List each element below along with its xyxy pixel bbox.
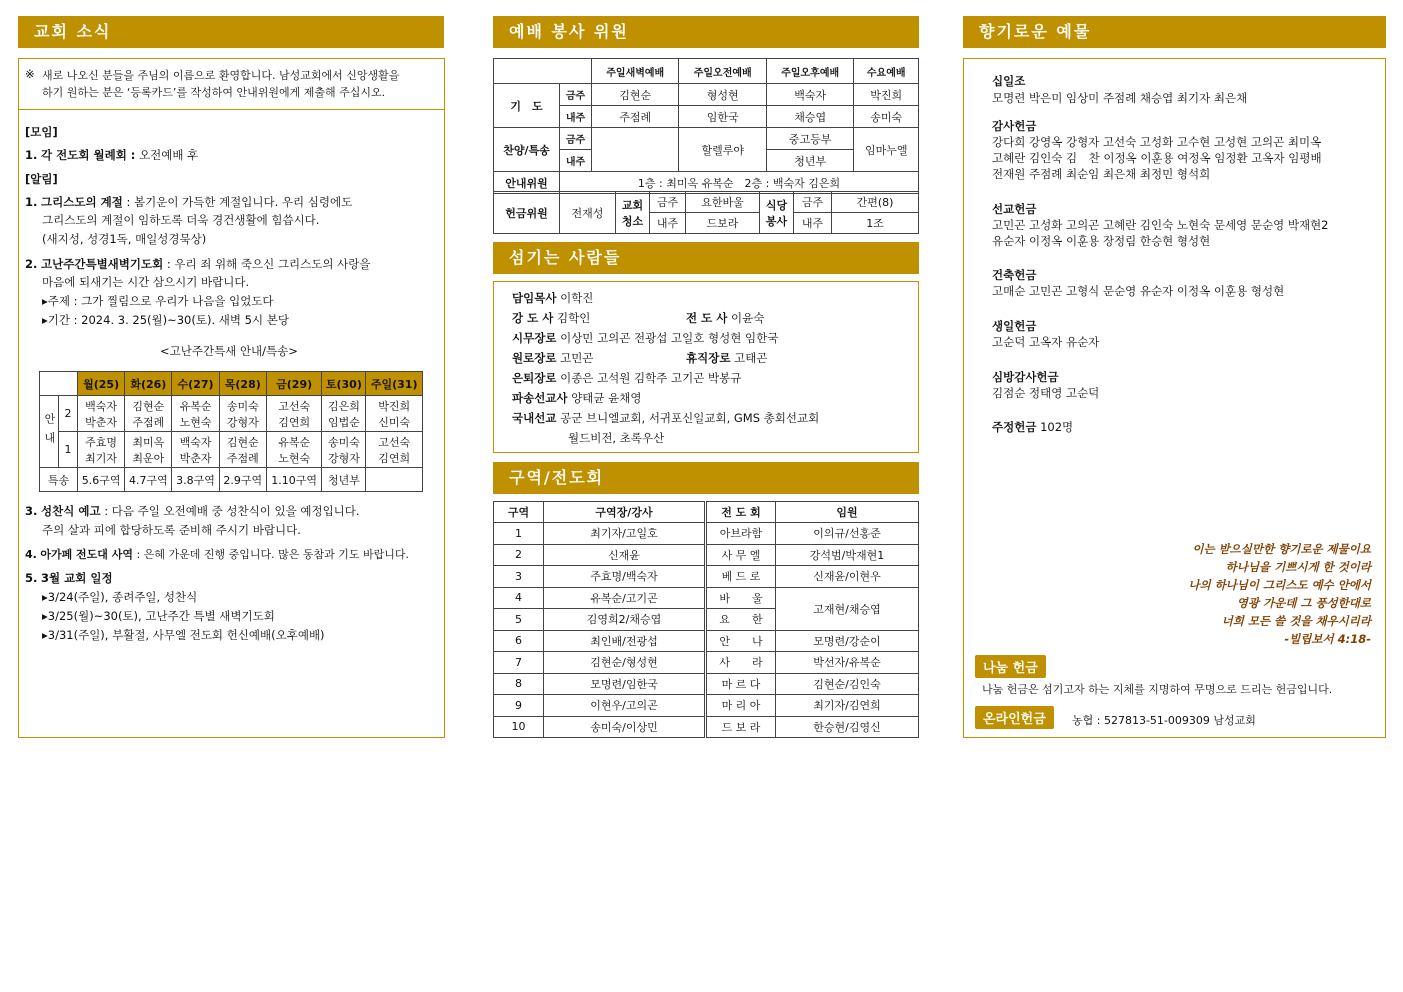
district-cell: 모명련/임한국 (544, 673, 706, 695)
week-label: 금주 (794, 192, 832, 213)
district-cell: 고재현/채승엽 (776, 587, 919, 630)
verse-line: 너희 모든 쓸 것을 채우시리라 (1221, 614, 1371, 628)
n1-num: 1. (25, 195, 38, 209)
clean-this: 요한바울 (686, 192, 760, 213)
group-line: 고순덕 고옥자 유순자 (992, 335, 1100, 349)
group-line: 전재원 주점례 최순임 최은채 최정민 형석희 (992, 167, 1211, 181)
n1-text: : 봄기운이 가득한 계절입니다. 우리 심령에도 (126, 195, 353, 209)
notice-item-5 (25, 570, 113, 586)
schedule-item: ▸3/25(월)~30(토), 고난주간 특별 새벽기도회 (42, 609, 275, 623)
group-name: 십일조 (992, 74, 1026, 88)
group-line: 모명련 박은미 임상미 주점례 채승엽 최기자 최은채 (992, 91, 1248, 105)
choir-pm: 중고등부 (766, 128, 853, 150)
group-line: 유순자 이정옥 이훈용 장정림 한승현 형성현 (992, 234, 1211, 248)
guide-cell: 주효명 최기자 (78, 432, 125, 468)
meeting-item-1 (25, 147, 198, 163)
notice-heading: [알림] (25, 172, 58, 186)
district-cell: 베 드 로 (706, 566, 776, 588)
staff-row-right: 휴직장로 고태곤 (686, 351, 768, 365)
service-header: 주일새벽예배 (592, 59, 679, 84)
staff-row: 강 도 사 김학인 (512, 311, 591, 325)
district-header: 전 도 회 (706, 502, 776, 523)
notice-item-3 (25, 503, 360, 519)
prayer-cell: 임한국 (679, 106, 766, 128)
notice-mark: ※ (25, 67, 35, 81)
district-cell: 10 (494, 716, 544, 738)
district-cell: 아브라함 (706, 523, 776, 545)
day-cell: 수(27) (172, 372, 219, 396)
district-cell: 안 나 (706, 630, 776, 652)
guide-cell: 김은희 임법순 (322, 396, 366, 432)
worship-service-title: 예배 봉사 위원 (493, 16, 919, 48)
corner-cell (40, 372, 78, 396)
district-table (493, 501, 919, 738)
notice-item-2 (25, 256, 370, 272)
n3-text: : 다음 주일 오전예배 중 성찬식이 있을 예정입니다. (104, 504, 360, 518)
n2-text: : 우리 죄 위해 죽으신 그리스도의 사랑을 (166, 257, 371, 271)
district-title: 구역/전도회 (493, 462, 919, 494)
district-cell: 7 (494, 652, 544, 674)
prayer-cell: 백숙자 (766, 84, 853, 106)
prayer-cell: 박진희 (854, 84, 919, 106)
week-label: 내주 (794, 213, 832, 234)
service-header: 수요예배 (854, 59, 919, 84)
district-cell: 5 (494, 609, 544, 631)
prayer-cell: 주점례 (592, 106, 679, 128)
district-cell: 강석범/박재현1 (776, 544, 919, 566)
usher-text: 1층 : 최미옥 유복순 2층 : 백숙자 김은희 (560, 172, 919, 194)
group-line: 고매순 고민곤 고형식 문순영 유순자 이정옥 이훈용 형성현 (992, 284, 1285, 298)
staff-row: 시무장로 이상민 고의곤 전광섭 고일호 형성현 임한국 (512, 331, 779, 345)
choir-am: 할렐루야 (679, 128, 766, 172)
prayer-cell: 채승엽 (766, 106, 853, 128)
district-cell: 이의규/선홍준 (776, 523, 919, 545)
verse-line: 하나님을 기쁘시게 한 것이라 (1225, 560, 1371, 574)
service-table (493, 58, 919, 194)
day-cell: 토(30) (322, 372, 366, 396)
district-cell: 김현순/형성현 (544, 652, 706, 674)
group-line: 고민곤 고성화 고의곤 고혜란 김인숙 노현숙 문세영 문순영 박재현2 (992, 218, 1329, 232)
district-cell: 4 (494, 587, 544, 609)
district-cell: 주효명/백숙자 (544, 566, 706, 588)
guide-cell: 고선숙 김연희 (266, 396, 322, 432)
song-cell: 1.10구역 (266, 468, 322, 492)
district-cell: 3 (494, 566, 544, 588)
guide-cell: 백숙자 박춘자 (172, 432, 219, 468)
guide-cell: 송미숙 강형자 (219, 396, 266, 432)
song-cell: 4.7구역 (125, 468, 172, 492)
staff-row-cont: 월드비전, 초록우산 (568, 431, 665, 445)
sunday-count: 102명 (1040, 420, 1074, 434)
n2-num: 2. (25, 257, 38, 271)
district-cell: 2 (494, 544, 544, 566)
group-name: 선교헌금 (992, 202, 1037, 216)
notice-item-4 (25, 546, 409, 562)
food-next: 1조 (832, 213, 919, 234)
guide-cell: 김현순 주점례 (219, 432, 266, 468)
offering-title: 향기로운 예물 (963, 16, 1386, 48)
n5-num: 5. (25, 571, 38, 585)
notice-line2: 하기 원하는 분은 ‘등록카드’를 작성하여 안내위원에게 제출해 주십시오. (42, 86, 386, 99)
staff-row: 담임목사 이학진 (512, 291, 594, 305)
sunday-label: 주정헌금 (992, 420, 1037, 434)
district-cell: 1 (494, 523, 544, 545)
district-cell: 박선자/유복순 (776, 652, 919, 674)
song-label: 특송 (40, 468, 78, 492)
staff-panel (493, 281, 919, 453)
day-cell: 화(26) (125, 372, 172, 396)
verse-line: -빌립보서 4:18- (1284, 632, 1371, 646)
district-cell: 김현순/김인숙 (776, 673, 919, 695)
guide-label: 안내 (40, 396, 59, 468)
district-cell: 신재윤/이현우 (776, 566, 919, 588)
district-cell: 6 (494, 630, 544, 652)
district-header: 임원 (776, 502, 919, 523)
week-label: 내주 (560, 106, 592, 128)
district-cell: 9 (494, 695, 544, 717)
staff-title: 섬기는 사람들 (493, 242, 919, 274)
district-cell: 송미숙/이상민 (544, 716, 706, 738)
choir-empty (592, 128, 679, 172)
district-cell: 바 울 (706, 587, 776, 609)
schedule-item: ▸3/31(주일), 부활절, 사무엘 전도회 헌신예배(오후예배) (42, 628, 325, 642)
online-offering-text: 농협 : 527813-51-009309 남성교회 (1072, 714, 1256, 727)
row-label: 2 (59, 396, 78, 432)
share-offering-tag: 나눔 헌금 (975, 655, 1046, 678)
guide-cell: 최미옥 최운아 (125, 432, 172, 468)
district-cell: 모명련/강순이 (776, 630, 919, 652)
group-line: 고혜란 김인숙 김 찬 이정옥 이훈용 여정옥 임정환 고옥자 임평배 (992, 151, 1322, 165)
usher-label: 안내위원 (494, 172, 560, 194)
row-label: 1 (59, 432, 78, 468)
song-cell: 2.9구역 (219, 468, 266, 492)
service-header: 주일오후예배 (766, 59, 853, 84)
food-label: 식당 봉사 (760, 192, 794, 234)
day-cell: 주일(31) (366, 372, 423, 396)
verse-line: 나의 하나님이 그리스도 예수 안에서 (1188, 578, 1371, 592)
n3-line2: 주의 살과 피에 합당하도록 준비해 주시기 바랍니다. (42, 523, 301, 537)
district-cell: 최기자/고일호 (544, 523, 706, 545)
sunday-offering (992, 419, 1073, 435)
n2-line3: ▸주제 : 그가 찔림으로 우리가 나음을 입었도다 (42, 294, 274, 308)
staff-row-right: 전 도 사 이윤숙 (686, 311, 765, 325)
district-header: 구역장/강사 (544, 502, 706, 523)
prayer-cell: 송미숙 (854, 106, 919, 128)
m1-title: 각 전도회 월례회 : (41, 148, 136, 162)
guide-cell: 유복순 노현숙 (172, 396, 219, 432)
n4-title: 아가페 전도대 사역 (40, 548, 134, 561)
guide-cell: 김현순 주점례 (125, 396, 172, 432)
staff-row: 원로장로 고민곤 (512, 351, 594, 365)
corner-cell (494, 59, 592, 84)
week-label: 내주 (650, 213, 686, 234)
song-cell (366, 468, 423, 492)
district-cell: 이현우/고의곤 (544, 695, 706, 717)
song-cell: 청년부 (322, 468, 366, 492)
district-cell: 신재윤 (544, 544, 706, 566)
n4-text: : 은혜 가운데 진행 중입니다. 많은 동참과 기도 바랍니다. (136, 548, 409, 561)
district-cell: 마 르 다 (706, 673, 776, 695)
prayer-label: 기 도 (494, 84, 560, 128)
n2-line4: ▸기간 : 2024. 3. 25(월)~30(토). 새벽 5시 본당 (42, 313, 289, 327)
district-cell: 사 무 엘 (706, 544, 776, 566)
m1-num: 1. (25, 148, 38, 162)
n4-num: 4. (25, 548, 37, 561)
clean-label: 교회 청소 (616, 192, 650, 234)
group-name: 건축헌금 (992, 268, 1037, 282)
choir-label: 찬양/특송 (494, 128, 560, 172)
prayer-cell: 형성현 (679, 84, 766, 106)
group-line: 강다희 강영옥 강형자 고선숙 고성화 고수현 고성현 고의곤 최미옥 (992, 135, 1322, 149)
guide-cell: 유복순 노현숙 (266, 432, 322, 468)
n1-line2: 그리스도의 계절이 임하도록 더욱 경건생활에 힘씁시다. (42, 213, 320, 227)
group-name: 생일헌금 (992, 319, 1037, 333)
church-news-title: 교회 소식 (18, 16, 444, 48)
guide-cell: 박진희 신미숙 (366, 396, 423, 432)
offering-table (493, 191, 919, 234)
choir-wed: 임마누엘 (854, 128, 919, 172)
meeting-heading: [모임] (25, 125, 58, 139)
district-cell: 마 리 아 (706, 695, 776, 717)
online-offering-tag: 온라인헌금 (975, 706, 1054, 729)
district-cell: 유복순/고기곤 (544, 587, 706, 609)
staff-row: 은퇴장로 이종은 고석원 김학주 고기곤 박봉규 (512, 371, 742, 385)
group-name: 감사헌금 (992, 119, 1037, 133)
n3-num: 3. (25, 504, 38, 518)
district-cell: 사 라 (706, 652, 776, 674)
m1-text: 오전예배 후 (139, 148, 199, 162)
district-cell: 최기자/김연희 (776, 695, 919, 717)
district-cell: 한승현/김영신 (776, 716, 919, 738)
bible-verse (1188, 540, 1371, 648)
n2-title: 고난주간특별새벽기도회 (41, 257, 164, 271)
n1-line3: (새지성, 성경1독, 매일성경묵상) (42, 232, 207, 246)
service-header: 주일오전예배 (679, 59, 766, 84)
week-label: 금주 (650, 192, 686, 213)
district-cell: 드 보 라 (706, 716, 776, 738)
guide-cell: 고선숙 김연희 (366, 432, 423, 468)
district-cell: 8 (494, 673, 544, 695)
week-label: 금주 (560, 84, 592, 106)
n2-line2: 마음에 되새기는 시간 삼으시기 바랍니다. (42, 275, 250, 289)
share-offering-text: 나눔 헌금은 섬기고자 하는 지체를 지명하여 무명으로 드리는 헌금입니다. (982, 683, 1333, 696)
notice-item-1 (25, 194, 352, 210)
district-cell: 김영희2/채승엽 (544, 609, 706, 631)
clean-next: 드보라 (686, 213, 760, 234)
day-cell: 월(25) (78, 372, 125, 396)
day-cell: 금(29) (266, 372, 322, 396)
song-cell: 3.8구역 (172, 468, 219, 492)
dawn-table-title: <고난주간특새 안내/특송> (160, 344, 298, 358)
staff-row: 파송선교사 양태균 윤채영 (512, 391, 642, 405)
notice-divider (18, 109, 445, 110)
choir-pm: 청년부 (766, 150, 853, 172)
n5-title: 3월 교회 일정 (41, 571, 113, 585)
guide-cell: 송미숙 강형자 (322, 432, 366, 468)
dawn-prayer-table (39, 371, 423, 492)
notice-line1: 새로 나오신 분들을 주님의 이름으로 환영합니다. 남성교회에서 신앙생활을 (42, 69, 400, 82)
group-line: 김점순 정태영 고순덕 (992, 386, 1100, 400)
song-cell: 5.6구역 (78, 468, 125, 492)
n1-title: 그리스도의 계절 (41, 195, 123, 209)
verse-line: 영광 가운데 그 풍성한대로 (1236, 596, 1371, 610)
week-label: 금주 (560, 128, 592, 150)
day-cell: 목(28) (219, 372, 266, 396)
group-name: 심방감사헌금 (992, 370, 1059, 384)
district-cell: 요 한 (706, 609, 776, 631)
offering-name: 전재성 (560, 192, 616, 234)
staff-row: 국내선교 공군 브니엘교회, 서귀포신일교회, GMS 총회선교회 (512, 411, 820, 425)
verse-line: 이는 받으실만한 향기로운 제물이요 (1192, 542, 1371, 556)
offering-label: 헌금위원 (494, 192, 560, 234)
schedule-item: ▸3/24(주일), 종려주일, 성찬식 (42, 590, 198, 604)
prayer-cell: 김현순 (592, 84, 679, 106)
guide-cell: 백숙자 박춘자 (78, 396, 125, 432)
n3-title: 성찬식 예고 (41, 504, 101, 518)
food-this: 간편(8) (832, 192, 919, 213)
district-header: 구역 (494, 502, 544, 523)
district-cell: 최인배/전광섭 (544, 630, 706, 652)
week-label: 내주 (560, 150, 592, 172)
